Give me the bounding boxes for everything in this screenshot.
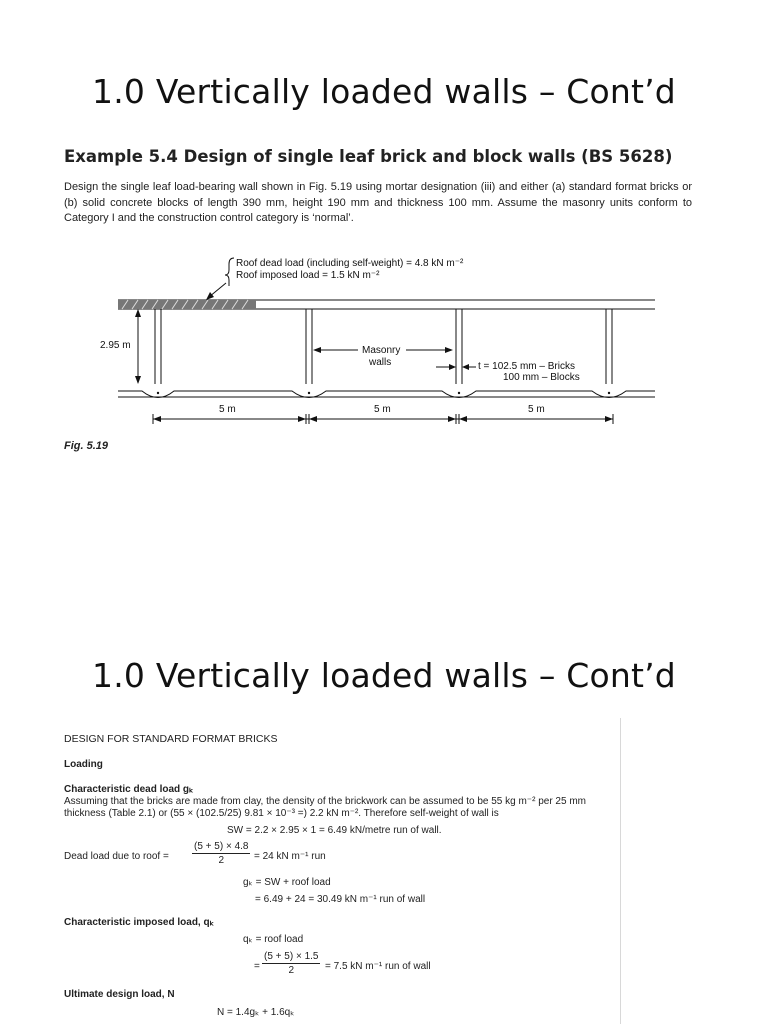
slide-title: 1.0 Vertically loaded walls – Cont’d <box>92 72 676 111</box>
design-heading: DESIGN FOR STANDARD FORMAT BRICKS <box>64 733 278 745</box>
ultimate-load-equation: N = 1.4gₖ + 1.6qₖ <box>217 1007 295 1018</box>
height-label: 2.95 m <box>100 340 131 351</box>
ultimate-load-heading: Ultimate design load, N <box>64 989 175 1000</box>
gk-result: = 6.49 + 24 = 30.49 kN m⁻¹ run of wall <box>255 894 426 905</box>
masonry-arrow-left-head <box>313 347 321 353</box>
height-arrow-bottom <box>135 376 141 384</box>
roof-imposed-load-label: Roof imposed load = 1.5 kN m⁻² <box>236 270 380 281</box>
qk-equals-sign: = <box>254 961 260 972</box>
thickness-bricks-label: t = 102.5 mm – Bricks <box>478 361 575 372</box>
slide-title: 1.0 Vertically loaded walls – Cont’d <box>92 656 676 695</box>
loading-heading: Loading <box>64 759 103 770</box>
height-arrow-top <box>135 309 141 317</box>
load-brace <box>225 258 234 286</box>
example-text: Design the single leaf load-bearing wall shown in Fig. 5.19 using mortar designation (iii) and either (a) standard format bricks or (b) solid concrete blocks of length 390 mm, height 190 mm and thickness 100 mm. Assume the masonry units conform to Category I and the construction control category is ‘normal’. <box>64 181 692 224</box>
roof-dead-load-denominator: 2 <box>218 855 225 866</box>
support-dots <box>157 392 610 394</box>
example-heading: Example 5.4 Design of single leaf brick and block walls (BS 5628) <box>64 147 673 166</box>
roof-dead-load-label: Roof dead load (including self-weight) = 4.8 kN m⁻² <box>236 258 464 269</box>
page-edge-divider <box>620 718 621 1024</box>
span-label-1: 5 m <box>219 404 236 415</box>
dead-load-text-line1: Assuming that the bricks are made from clay, the density of the brickwork can be assumed to be 55 kg m⁻² per 25 mm <box>64 796 586 807</box>
qk-denominator: 2 <box>288 965 295 976</box>
masonry-label-line1: Masonry <box>362 345 401 356</box>
figure-label: Fig. 5.19 <box>64 440 109 452</box>
roof-dead-load-label: Dead load due to roof = <box>64 851 169 862</box>
roof-dead-load-numerator: (5 + 5) × 4.8 <box>194 841 249 852</box>
span-label-3: 5 m <box>528 404 545 415</box>
qk-fraction <box>262 951 320 976</box>
gk-equation: gₖ = SW + roof load <box>243 877 331 888</box>
masonry-label-line2: walls <box>369 357 392 368</box>
self-weight-equation: SW = 2.2 × 2.95 × 1 = 6.49 kN/metre run of wall. <box>227 825 442 836</box>
roof-dead-load-fraction <box>192 841 250 866</box>
qk-result: = 7.5 kN m⁻¹ run of wall <box>325 961 431 972</box>
span-label-2: 5 m <box>374 404 391 415</box>
dead-load-text-line2: thickness (Table 2.1) or (55 × (102.5/25) 9.81 × 10⁻³ =) 2.2 kN m⁻². Therefore self-weight of wall is <box>64 808 499 819</box>
roof-dead-load-result: = 24 kN m⁻¹ run <box>254 851 326 862</box>
thickness-arrow-right-head <box>462 364 469 370</box>
qk-numerator: (5 + 5) × 1.5 <box>264 951 319 962</box>
qk-equation: qₖ = roof load <box>243 934 304 945</box>
dead-load-heading: Characteristic dead load gₖ <box>64 784 194 795</box>
imposed-load-heading: Characteristic imposed load, qₖ <box>64 917 214 928</box>
masonry-arrow-right-head <box>445 347 453 353</box>
thickness-arrow-left-head <box>449 364 456 370</box>
thickness-blocks-label: 100 mm – Blocks <box>503 372 580 383</box>
span-dimension-lines <box>153 414 613 424</box>
wall-section-figure <box>0 0 768 460</box>
roof-leader-arrowhead <box>206 292 214 300</box>
